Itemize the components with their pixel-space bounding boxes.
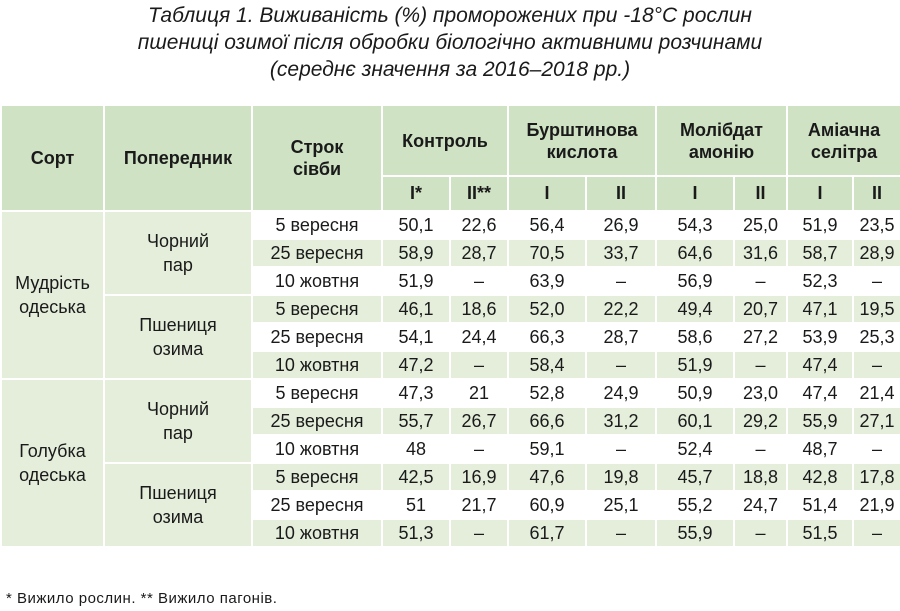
value-cell: 53,9 [787,323,853,351]
table-row [1,463,900,491]
value-cell: 47,3 [382,379,450,407]
value-cell: – [853,351,900,379]
value-cell: – [450,519,508,547]
header-sowing-line1: Строк [290,137,344,157]
value-cell: – [734,267,787,295]
value-cell: 51,9 [382,267,450,295]
value-cell: 28,7 [450,239,508,267]
value-cell: 31,2 [586,407,656,435]
value-cell: 20,7 [734,295,787,323]
value-cell: 28,7 [586,323,656,351]
variety-name-line: одеська [19,465,86,485]
sowing-date-cell: 5 вересня [252,295,382,323]
value-cell: 63,9 [508,267,586,295]
value-cell: 51,9 [787,211,853,239]
predecessor-name [104,379,252,463]
sowing-date-cell: 10 жовтня [252,267,382,295]
table-row [1,379,900,407]
value-cell: 26,9 [586,211,656,239]
variety-name-line: Голубка [19,441,86,461]
value-cell: 18,8 [734,463,787,491]
table-caption [0,0,900,83]
footnote: * Вижило рослин. ** Вижило пагонів. [6,590,278,607]
value-cell: 25,0 [734,211,787,239]
header-sowing-line2: сівби [292,159,342,179]
value-cell: 18,6 [450,295,508,323]
value-cell: 66,6 [508,407,586,435]
value-cell: 24,4 [450,323,508,351]
value-cell: 45,7 [656,463,734,491]
sowing-date-cell: 10 жовтня [252,519,382,547]
value-cell: 24,7 [734,491,787,519]
value-cell: 27,2 [734,323,787,351]
value-cell: 58,7 [787,239,853,267]
value-cell: 51,3 [382,519,450,547]
predecessor-name-line: Пшениця [139,483,217,503]
value-cell: – [450,267,508,295]
header-ammonium-nitrate [787,105,900,176]
value-cell: 29,2 [734,407,787,435]
value-cell: – [450,351,508,379]
value-cell: 60,1 [656,407,734,435]
subheader: II** [450,176,508,211]
value-cell: 60,9 [508,491,586,519]
value-cell: 66,3 [508,323,586,351]
value-cell: – [586,267,656,295]
value-cell: 47,4 [787,351,853,379]
table-body [1,211,900,547]
value-cell: – [450,435,508,463]
value-cell: 54,3 [656,211,734,239]
subheader: I [787,176,853,211]
value-cell: 55,2 [656,491,734,519]
value-cell: 33,7 [586,239,656,267]
header-predecessor: Попередник [104,105,252,211]
subheader: I* [382,176,450,211]
predecessor-name [104,463,252,547]
value-cell: 51,4 [787,491,853,519]
value-cell: 48 [382,435,450,463]
header-molybdate-line1: Молібдат [680,119,763,140]
value-cell: 61,7 [508,519,586,547]
predecessor-name-line: Чорний [146,231,210,251]
value-cell: 21,7 [450,491,508,519]
sowing-date-cell: 25 вересня [252,407,382,435]
value-cell: 47,4 [787,379,853,407]
value-cell: 22,2 [586,295,656,323]
value-cell: 31,6 [734,239,787,267]
value-cell: – [734,351,787,379]
value-cell: 48,7 [787,435,853,463]
predecessor-name [104,211,252,295]
sowing-date-cell: 5 вересня [252,463,382,491]
table-row [1,295,900,323]
value-cell: 56,4 [508,211,586,239]
variety-name-line: одеська [19,297,86,317]
value-cell: 16,9 [450,463,508,491]
value-cell: 52,3 [787,267,853,295]
value-cell: 55,9 [787,407,853,435]
value-cell: 50,1 [382,211,450,239]
value-cell: 25,1 [586,491,656,519]
value-cell: 58,4 [508,351,586,379]
value-cell: 21,4 [853,379,900,407]
value-cell: 47,1 [787,295,853,323]
variety-name [1,379,104,547]
value-cell: 52,8 [508,379,586,407]
value-cell: 58,9 [382,239,450,267]
value-cell: 22,6 [450,211,508,239]
value-cell: 64,6 [656,239,734,267]
predecessor-name-line: озима [152,339,204,359]
sowing-date-cell: 5 вересня [252,379,382,407]
value-cell: 28,9 [853,239,900,267]
value-cell: 70,5 [508,239,586,267]
sowing-date-cell: 25 вересня [252,239,382,267]
table-row [1,211,900,239]
value-cell: 19,5 [853,295,900,323]
predecessor-name-line: озима [152,507,204,527]
predecessor-name-line: пар [163,255,193,275]
header-nitrate-line1: Аміачна [807,119,881,140]
value-cell: 54,1 [382,323,450,351]
value-cell: 50,9 [656,379,734,407]
value-cell: 23,5 [853,211,900,239]
sowing-date-cell: 10 жовтня [252,435,382,463]
value-cell: 21 [450,379,508,407]
value-cell: 42,8 [787,463,853,491]
value-cell: 59,1 [508,435,586,463]
predecessor-name-line: Чорний [146,399,210,419]
value-cell: – [853,435,900,463]
sowing-date-cell: 5 вересня [252,211,382,239]
header-molybdate-line2: амонію [688,141,755,162]
value-cell: 47,2 [382,351,450,379]
survival-table [0,104,900,548]
value-cell: 58,6 [656,323,734,351]
subheader: II [734,176,787,211]
value-cell: 19,8 [586,463,656,491]
subheader: II [586,176,656,211]
predecessor-name-line: пар [163,423,193,443]
caption-line-1: Таблиця 1. Виживаність (%) проморожених при -18°С рослин [148,4,752,27]
subheader: I [656,176,734,211]
value-cell: 49,4 [656,295,734,323]
value-cell: 25,3 [853,323,900,351]
value-cell: 47,6 [508,463,586,491]
value-cell: – [734,519,787,547]
value-cell: 27,1 [853,407,900,435]
header-amber-line1: Бурштинова [526,119,638,140]
value-cell: – [853,519,900,547]
value-cell: 42,5 [382,463,450,491]
value-cell: 52,4 [656,435,734,463]
sowing-date-cell: 10 жовтня [252,351,382,379]
value-cell: 51,5 [787,519,853,547]
value-cell: 51,9 [656,351,734,379]
value-cell: 46,1 [382,295,450,323]
header-sowing-date [252,105,382,211]
value-cell: – [586,351,656,379]
value-cell: – [853,267,900,295]
sowing-date-cell: 25 вересня [252,491,382,519]
value-cell: 52,0 [508,295,586,323]
header-amber-acid [508,105,656,176]
predecessor-name [104,295,252,379]
subheader: I [508,176,586,211]
value-cell: 55,7 [382,407,450,435]
header-nitrate-line2: селітра [810,141,878,162]
value-cell: – [586,435,656,463]
value-cell: 17,8 [853,463,900,491]
value-cell: – [586,519,656,547]
value-cell: 23,0 [734,379,787,407]
caption-line-3: (середнє значення за 2016–2018 рр.) [269,58,631,81]
caption-line-2: пшениці озимої після обробки біологічно активними розчинами [137,31,763,54]
header-sort: Сорт [1,105,104,211]
value-cell: 56,9 [656,267,734,295]
variety-name-line: Мудрість [15,273,90,293]
header-molybdate [656,105,787,176]
value-cell: 21,9 [853,491,900,519]
header-control: Контроль [382,105,508,176]
value-cell: – [734,435,787,463]
value-cell: 26,7 [450,407,508,435]
variety-name [1,211,104,379]
value-cell: 51 [382,491,450,519]
header-amber-line2: кислота [546,141,618,162]
sowing-date-cell: 25 вересня [252,323,382,351]
value-cell: 24,9 [586,379,656,407]
value-cell: 55,9 [656,519,734,547]
subheader: II [853,176,900,211]
predecessor-name-line: Пшениця [139,315,217,335]
